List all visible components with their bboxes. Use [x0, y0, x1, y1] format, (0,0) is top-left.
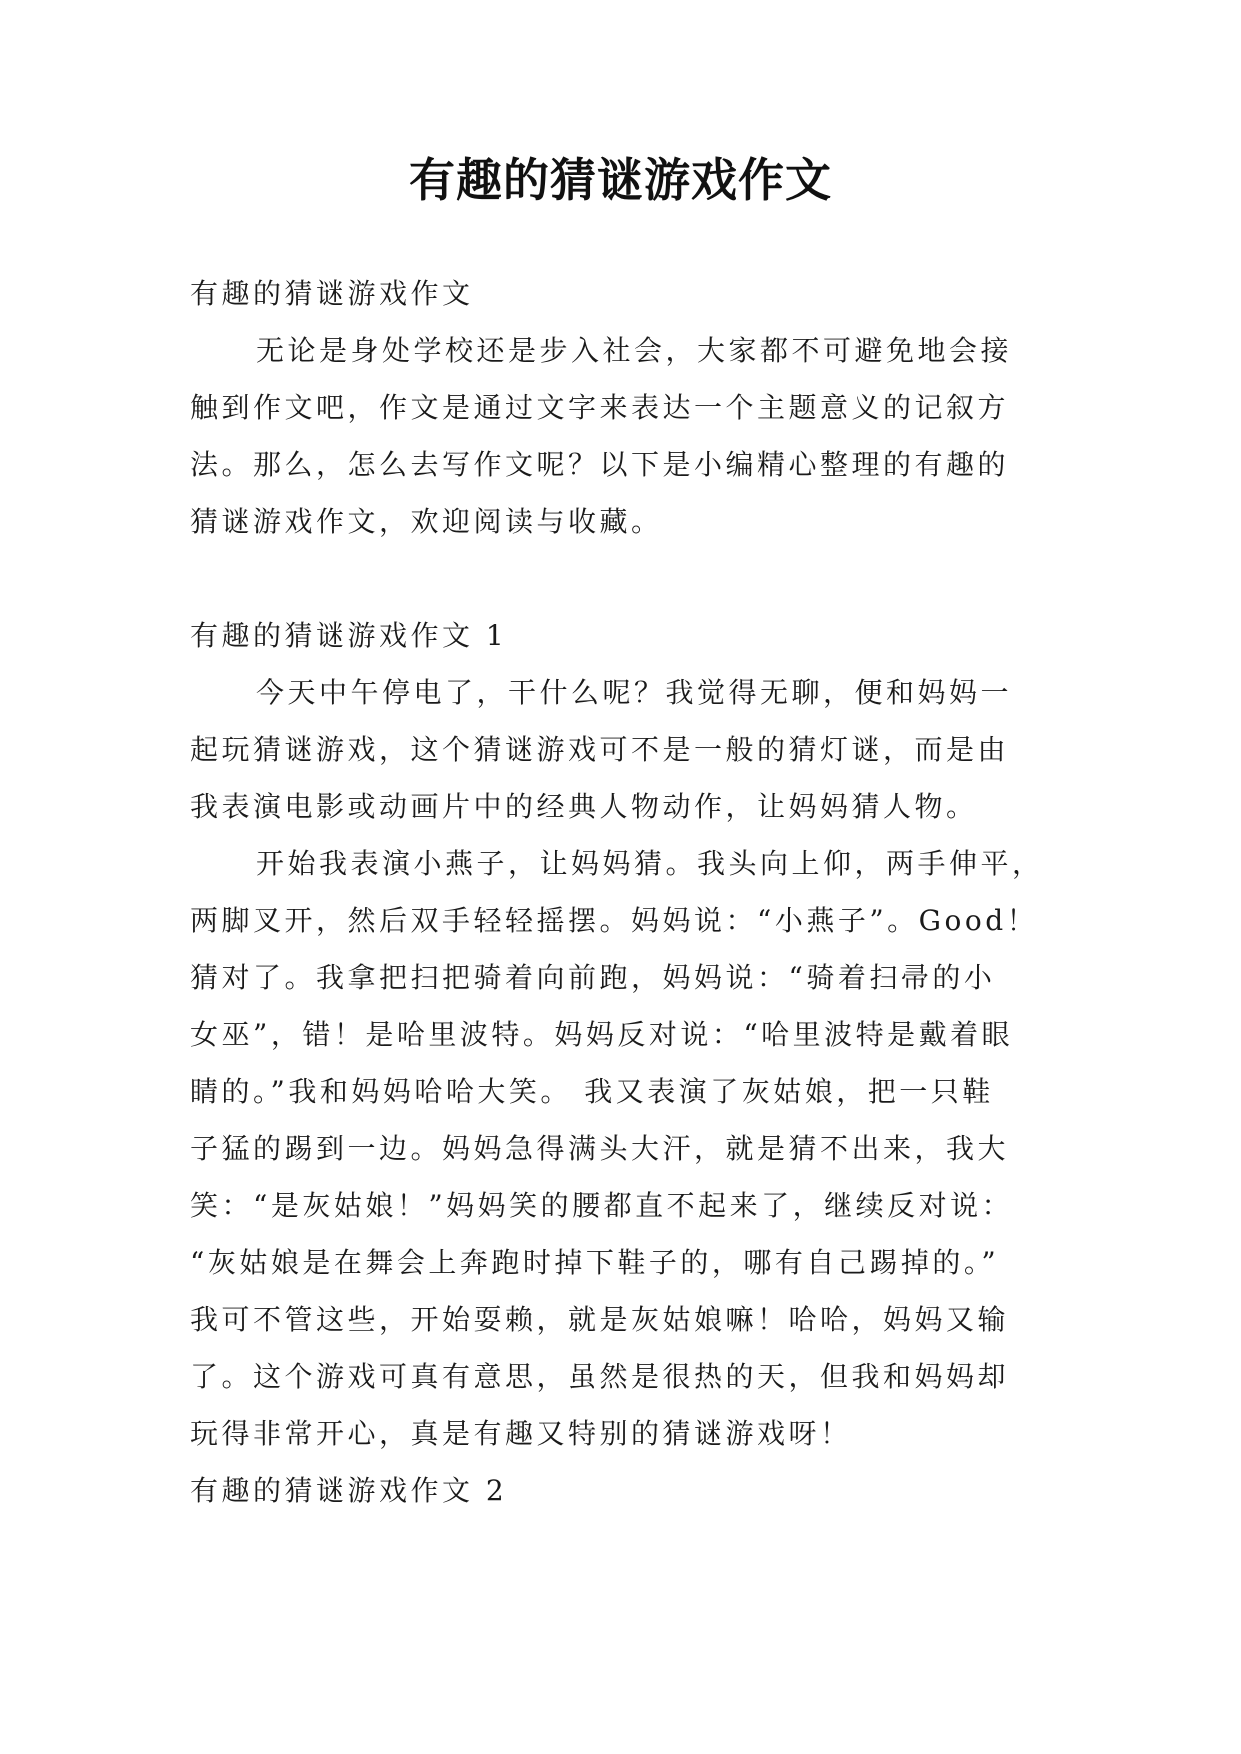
essay1-p2-line: “灰姑娘是在舞会上奔跑时掉下鞋子的，哪有自己踢掉的。”	[190, 1246, 1000, 1279]
essay1-paragraph-2	[190, 835, 1053, 1462]
essay1-p2-line: 子猛的踢到一边。妈妈急得满头大汗，就是猜不出来，我大	[190, 1132, 1010, 1165]
essay2-heading: 有趣的猜谜游戏作文 2	[190, 1474, 508, 1507]
essay1-p1-line: 起玩猜谜游戏，这个猜谜游戏可不是一般的猜灯谜，而是由	[190, 733, 1010, 766]
essay1-p2-line: 玩得非常开心，真是有趣又特别的猜谜游戏呀！	[190, 1417, 852, 1450]
essay1-p2-line: 开始我表演小燕子，让妈妈猜。我头向上仰，两手伸平，	[256, 847, 1044, 880]
essay1-p2-line: 了。这个游戏可真有意思，虽然是很热的天，但我和妈妈却	[190, 1360, 1010, 1393]
essay1-p2-line: 我可不管这些，开始耍赖，就是灰姑娘嘛！哈哈，妈妈又输	[190, 1303, 1010, 1336]
essay1-p2-line: 两脚叉开，然后双手轻轻摇摆。妈妈说：“小燕子”。Good！	[190, 904, 1039, 937]
essay1-p2-line: 睛的。”我和妈妈哈哈大笑。 我又表演了灰姑娘，把一只鞋	[190, 1075, 994, 1108]
document-body	[190, 265, 1053, 1519]
intro-paragraph	[190, 322, 1053, 550]
essay1-p2-line: 女巫”，错！是哈里波特。妈妈反对说：“哈里波特是戴着眼	[190, 1018, 1014, 1051]
document-title: 有趣的猜谜游戏作文	[409, 153, 832, 207]
essay1-p2-line: 笑：“是灰姑娘！”妈妈笑的腰都直不起来了，继续反对说：	[190, 1189, 1014, 1222]
essay1-paragraph-1	[190, 664, 1053, 835]
essay1-heading: 有趣的猜谜游戏作文 1	[190, 619, 508, 652]
essay1-p1-line: 今天中午停电了，干什么呢？我觉得无聊，便和妈妈一	[256, 676, 1013, 709]
intro-line: 猜谜游戏作文，欢迎阅读与收藏。	[190, 505, 663, 538]
essay1-p1-line: 我表演电影或动画片中的经典人物动作，让妈妈猜人物。	[190, 790, 978, 823]
intro-line: 法。那么，怎么去写作文呢？以下是小编精心整理的有趣的	[190, 448, 1010, 481]
subtitle: 有趣的猜谜游戏作文	[190, 277, 474, 310]
essay1-p2-line: 猜对了。我拿把扫把骑着向前跑，妈妈说：“骑着扫帚的小	[190, 961, 996, 994]
intro-line: 触到作文吧，作文是通过文字来表达一个主题意义的记叙方	[190, 391, 1010, 424]
paragraph-spacer	[190, 550, 1053, 607]
intro-line: 无论是身处学校还是步入社会，大家都不可避免地会接	[256, 334, 1013, 367]
